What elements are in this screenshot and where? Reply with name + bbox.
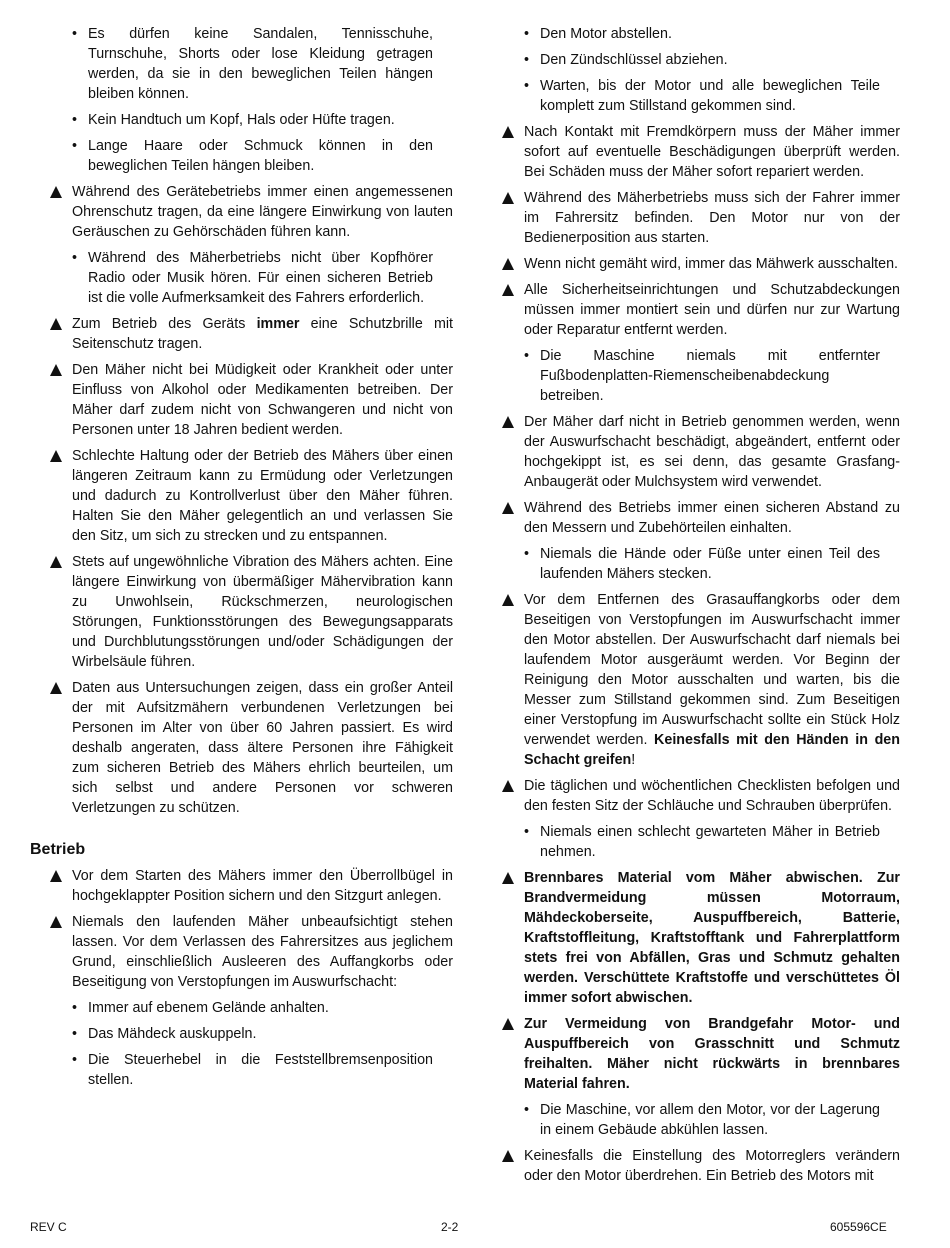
item-text: Den Motor abstellen. xyxy=(540,26,672,42)
warning-item xyxy=(502,122,900,182)
warning-triangle-icon xyxy=(50,364,62,376)
warning-triangle-icon xyxy=(502,1150,514,1162)
item-text: Der Mäher darf nicht in Betrieb genommen werden, wenn der Auswurfschacht beschädigt, abgeändert, entfernt oder hochgekippt ist, es sei denn, das gesamte Grasfang-Anbaugerät oder Mulchsystem wird verwendet. xyxy=(524,414,900,490)
bullet-item xyxy=(524,822,880,862)
item-text: Keinesfalls die Einstellung des Motorreglers verändern oder den Motor überdrehen. Ein Betrieb des Motors mit xyxy=(524,1148,900,1184)
warning-triangle-icon xyxy=(502,502,514,514)
warning-triangle-icon xyxy=(50,318,62,330)
warning-item xyxy=(502,1014,900,1094)
bullet-item xyxy=(72,110,433,130)
warning-triangle-icon xyxy=(50,682,62,694)
betrieb-items xyxy=(30,866,453,1090)
item-text: Warten, bis der Motor und alle beweglichen Teile komplett zum Stillstand gekommen sind. xyxy=(540,78,880,114)
bullet-item xyxy=(524,544,880,584)
bullet-item xyxy=(524,1100,880,1140)
bullet-icon: • xyxy=(72,138,78,154)
goggles-warning: Zum Betrieb des Geräts immer eine Schutzbrille mit Seitenschutz tragen. xyxy=(50,314,453,354)
bullet-item xyxy=(72,1050,433,1090)
item-text: Während des Mäherbetriebs muss sich der Fahrer immer im Fahrersitz befinden. Den Motor nur von der Bedienerposition aus starten. xyxy=(524,190,900,246)
warning-triangle-icon xyxy=(502,416,514,428)
bullet-icon: • xyxy=(72,250,78,266)
bullet-icon: • xyxy=(72,1000,78,1016)
left-warnings xyxy=(30,360,453,818)
item-text: Während des Betriebs immer einen sicheren Abstand zu den Messern und Zubehörteilen einhalten. xyxy=(524,500,900,536)
warning-item xyxy=(502,868,900,1008)
footer-revision: REV C xyxy=(30,1220,67,1234)
bullet-item xyxy=(72,1024,433,1044)
item-text: Die Maschine niemals mit entfernter Fußbodenplatten-Riemenscheibenabdeckung betreiben. xyxy=(540,348,880,404)
bullet-icon: • xyxy=(72,112,78,128)
bullet-icon: • xyxy=(524,824,530,840)
warning-triangle-icon xyxy=(502,1018,514,1030)
warning-triangle-icon xyxy=(502,780,514,792)
item-text: Nach Kontakt mit Fremdkörpern muss der Mäher immer sofort auf eventuelle Beschädigungen überprüft werden. Bei Schäden muss der Mäher sofort repariert werden. xyxy=(524,124,900,180)
item-text: Alle Sicherheitseinrichtungen und Schutzabdeckungen müssen immer montiert sein und dürfen nur zur Wartung oder Reparatur entfernt werden. xyxy=(524,282,900,338)
warning-item xyxy=(50,678,453,818)
warning-triangle-icon xyxy=(50,450,62,462)
bullet-item xyxy=(72,136,433,176)
warning-item xyxy=(50,360,453,440)
warning-triangle-icon xyxy=(502,872,514,884)
warning-item xyxy=(50,866,453,906)
right-column xyxy=(502,24,900,1192)
footer-document-number: 605596CE xyxy=(830,1220,887,1234)
item-text: Vor dem Starten des Mähers immer den Überrollbügel in hochgeklappter Position sichern und den Sitzgurt anlegen. xyxy=(72,868,453,904)
warning-triangle-icon xyxy=(50,186,62,198)
bullet-item xyxy=(524,24,880,44)
bullet-icon: • xyxy=(72,1026,78,1042)
warning-triangle-icon xyxy=(50,870,62,882)
item-text: Brennbares Material vom Mäher abwischen. Zur Brandvermeidung müssen Motorraum, Mähdeckoberseite, Auspuffbereich, Batterie, Kraftstoffleitung, Kraftstofftank und Fahrerplattform stets frei von Abfällen, Gras und Schmutz gehalten werden. Verschüttete Kraftstoffe und verschüttetes Öl immer sofort abwischen. xyxy=(524,870,900,1006)
warning-item xyxy=(502,412,900,492)
warning-triangle-icon xyxy=(50,916,62,928)
item-text: Zur Vermeidung von Brandgefahr Motor- und Auspuffbereich von Grasschnitt und Schmutz freihalten. Mäher nicht rückwärts in brennbares Material fahren. xyxy=(524,1016,900,1092)
bullet-item xyxy=(524,346,880,406)
left-column xyxy=(30,24,453,1096)
warning-item xyxy=(502,254,900,274)
warning-item xyxy=(502,498,900,538)
right-items-b xyxy=(502,776,900,1186)
item-text: Niemals einen schlecht gewarteten Mäher in Betrieb nehmen. xyxy=(540,824,880,860)
bullet-icon: • xyxy=(524,348,530,364)
item-text: Kein Handtuch um Kopf, Hals oder Hüfte tragen. xyxy=(88,112,395,128)
item-text: Schlechte Haltung oder der Betrieb des Mähers über einen längeren Zeitraum kann zu Ermüdung oder Verletzungen und dadurch zu Kontrollverlust über den Mäher führen. Halten Sie den Mäher gelegentlich an und verlassen Sie den Sitz, um sich zu strecken und zu entspannen. xyxy=(72,448,453,544)
item-text: Das Mähdeck auskuppeln. xyxy=(88,1026,257,1042)
warning-item xyxy=(502,188,900,248)
bullet-item xyxy=(524,50,880,70)
bullet-icon: • xyxy=(72,26,78,42)
warning-triangle-icon xyxy=(502,192,514,204)
bullet-icon: • xyxy=(524,52,530,68)
warning-triangle-icon xyxy=(502,258,514,270)
section-title-betrieb: Betrieb xyxy=(30,841,86,858)
bullet-icon: • xyxy=(524,26,530,42)
footer-page-number: 2-2 xyxy=(441,1220,459,1234)
item-text: Lange Haare oder Schmuck können in den beweglichen Teilen hängen bleiben. xyxy=(88,138,433,174)
bullet-icon: • xyxy=(72,1052,78,1068)
bullet-item xyxy=(72,248,433,308)
item-text: Niemals den laufenden Mäher unbeaufsichtigt stehen lassen. Vor dem Verlassen des Fahrersitzes aus jeglichem Grund, einschließlich Ausleeren des Auffangkorbs oder Beseitigung von Verstopfungen im Auswurfschacht: xyxy=(72,914,453,990)
item-text: Die Steuerhebel in die Feststellbremsenposition stellen. xyxy=(88,1052,433,1088)
item-text: Es dürfen keine Sandalen, Tennisschuhe, Turnschuhe, Shorts oder lose Kleidung getragen werden, da sie in den beweglichen Teilen hängen bleiben können. xyxy=(88,26,433,102)
warning-item xyxy=(502,280,900,340)
left-intro-items xyxy=(30,24,453,308)
warning-item xyxy=(50,446,453,546)
item-text: Während des Gerätebetriebs immer einen angemessenen Ohrenschutz tragen, da eine längere Einwirkung von lauten Geräuschen zu Gehörschäden führen kann. xyxy=(72,184,453,240)
bullet-item xyxy=(524,76,880,116)
bullet-icon: • xyxy=(524,1102,530,1118)
item-text: Den Zündschlüssel abziehen. xyxy=(540,52,728,68)
bullet-icon: • xyxy=(524,546,530,562)
bullet-item xyxy=(72,24,433,104)
item-text: Daten aus Untersuchungen zeigen, dass ein großer Anteil der mit Aufsitzmähern verbundenen Verletzungen bei Personen im Alter von über 60 Jahren passiert. Es wird deshalb angeraten, dass ältere Personen ihre Fähigkeit zum sicheren Betrieb des Mähers ehrlich beurteilen, um sich selbst und andere Personen vor schweren Verletzungen zu schützen. xyxy=(72,680,453,816)
right-items-a xyxy=(502,24,900,584)
item-text: Den Mäher nicht bei Müdigkeit oder Krankheit oder unter Einfluss von Alkohol oder Medikamenten betreiben. Der Mäher darf zudem nicht von Schwangeren und nicht von Personen unter 18 Jahren bedient werden. xyxy=(72,362,453,438)
warning-item xyxy=(502,1146,900,1186)
bullet-item xyxy=(72,998,433,1018)
warning-triangle-icon xyxy=(502,594,514,606)
item-text: Die Maschine, vor allem den Motor, vor der Lagerung in einem Gebäude abkühlen lassen. xyxy=(540,1102,880,1138)
item-text: Während des Mäherbetriebs nicht über Kopfhörer Radio oder Musik hören. Für einen sicheren Betrieb ist die volle Aufmerksamkeit des Fahrers erforderlich. xyxy=(88,250,433,306)
item-text: Die täglichen und wöchentlichen Checklisten befolgen und den festen Sitz der Schläuche und Schrauben überprüfen. xyxy=(524,778,900,814)
clog-warning: Vor dem Entfernen des Grasauffangkorbs oder dem Beseitigen von Verstopfungen im Auswurfschacht immer den Motor abstellen. Der Auswurfschacht darf niemals bei laufendem Motor ausgeräumt werden. Vor Beginn der Reinigung den Motor ausschalten und warten, bis die Messer zum Stillstand gekommen sind. Zum Beseitigen einer Verstopfung im Auswurfschacht sollte ein Stück Holz verwendet werden. Keinesfalls mit den Händen in den Schacht greifen! xyxy=(502,590,900,770)
item-text: Stets auf ungewöhnliche Vibration des Mähers achten. Eine längere Einwirkung von übermäßiger Mähervibration kann zu Unwohlsein, Rückschmerzen, neurologischen Störungen, Funktionsstörungen des Bewegungsapparats und Durchblutungsstörungen und/oder Schädigungen der Wirbelsäule führen. xyxy=(72,554,453,670)
warning-triangle-icon xyxy=(502,284,514,296)
warning-triangle-icon xyxy=(502,126,514,138)
bullet-icon: • xyxy=(524,78,530,94)
warning-item xyxy=(50,912,453,992)
item-text: Immer auf ebenem Gelände anhalten. xyxy=(88,1000,329,1016)
item-text: Niemals die Hände oder Füße unter einen Teil des laufenden Mähers stecken. xyxy=(540,546,880,582)
warning-item xyxy=(502,776,900,816)
warning-item xyxy=(50,552,453,672)
item-text: Wenn nicht gemäht wird, immer das Mähwerk ausschalten. xyxy=(524,256,898,272)
warning-triangle-icon xyxy=(50,556,62,568)
warning-item xyxy=(50,182,453,242)
